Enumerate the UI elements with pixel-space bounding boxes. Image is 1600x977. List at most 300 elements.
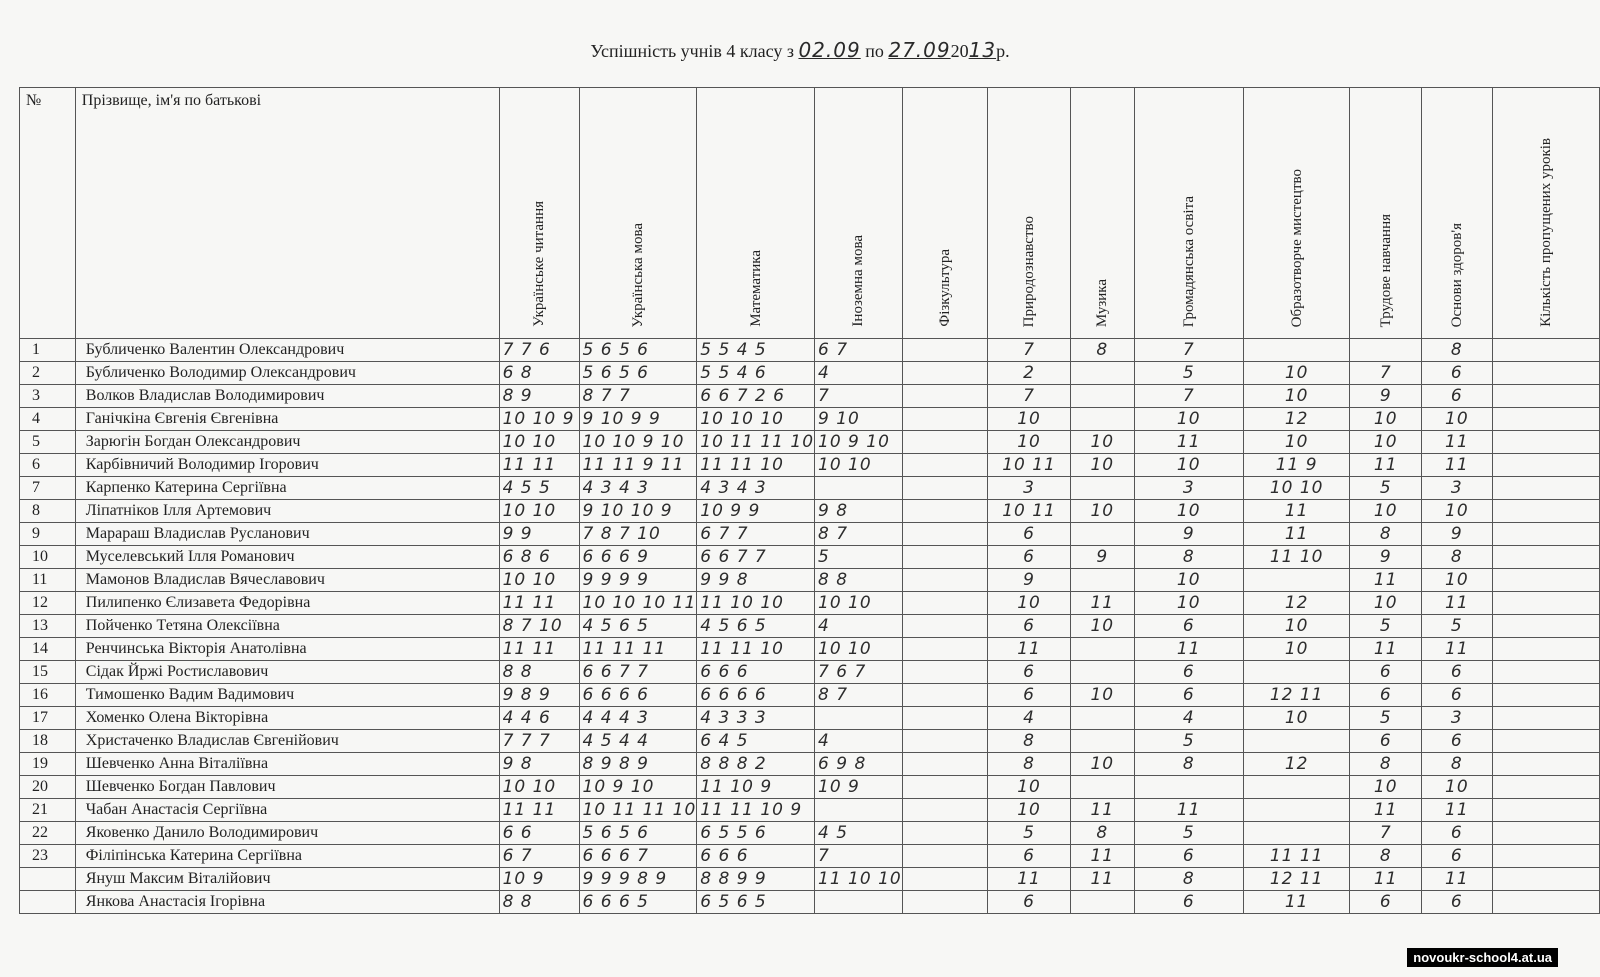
student-name: Муселевський Ілля Романович — [75, 546, 499, 569]
grade-cell: 10 — [988, 799, 1071, 822]
grade-cell: 11 11 11 — [579, 638, 697, 661]
grade-cell — [902, 753, 987, 776]
grade-cell: 9 — [1350, 385, 1422, 408]
grade-cell: 7 — [1134, 385, 1243, 408]
grade-cell — [1070, 707, 1134, 730]
grade-cell — [902, 500, 987, 523]
grade-cell: 7 — [1350, 822, 1422, 845]
grade-cell: 12 11 — [1243, 684, 1350, 707]
grade-cell — [1134, 776, 1243, 799]
grade-cell: 11 — [1422, 592, 1493, 615]
student-row — [20, 523, 1600, 546]
grade-cell — [1350, 339, 1422, 362]
student-name: Карбівничий Володимир Ігорович — [75, 454, 499, 477]
grade-cell: 10 11 11 10 — [697, 431, 815, 454]
grade-cell: 6 — [1134, 684, 1243, 707]
student-row — [20, 362, 1600, 385]
grade-cell — [1492, 500, 1599, 523]
grade-cell — [1492, 776, 1599, 799]
student-name: Бубличенко Володимир Олександрович — [75, 362, 499, 385]
grade-cell: 10 9 9 — [697, 500, 815, 523]
grade-cell: 6 9 8 — [815, 753, 903, 776]
grade-cell: 7 8 7 10 — [579, 523, 697, 546]
student-row — [20, 500, 1600, 523]
grade-cell — [1243, 569, 1350, 592]
grade-cell: 11 — [1422, 868, 1493, 891]
grades-body — [20, 339, 1600, 914]
row-number: 8 — [20, 500, 76, 523]
grade-cell: 7 — [988, 339, 1071, 362]
student-row — [20, 868, 1600, 891]
grade-cell: 11 11 — [499, 638, 579, 661]
grade-cell: 6 — [1422, 730, 1493, 753]
student-row — [20, 454, 1600, 477]
grade-cell: 9 8 — [499, 753, 579, 776]
grade-cell: 10 — [988, 431, 1071, 454]
grade-cell: 10 — [1243, 707, 1350, 730]
student-row — [20, 638, 1600, 661]
grade-cell: 7 7 6 — [499, 339, 579, 362]
row-number: 18 — [20, 730, 76, 753]
student-name: Карпенко Катерина Сергіївна — [75, 477, 499, 500]
row-number: 5 — [20, 431, 76, 454]
row-number: 7 — [20, 477, 76, 500]
header-subject-label: Музика — [1094, 278, 1111, 327]
row-number: 19 — [20, 753, 76, 776]
grade-cell: 10 — [1070, 684, 1134, 707]
grade-cell: 9 — [1422, 523, 1493, 546]
grade-cell: 10 9 — [815, 776, 903, 799]
grade-cell: 11 — [1422, 638, 1493, 661]
grade-cell: 6 6 6 9 — [579, 546, 697, 569]
grade-cell: 8 — [1422, 753, 1493, 776]
grade-cell: 11 — [1350, 638, 1422, 661]
grade-cell: 5 6 5 6 — [579, 362, 697, 385]
student-row — [20, 661, 1600, 684]
grade-cell: 4 5 — [815, 822, 903, 845]
student-name: Пилипенко Єлизавета Федорівна — [75, 592, 499, 615]
grade-cell: 7 6 7 — [815, 661, 903, 684]
grade-cell: 8 — [1422, 339, 1493, 362]
grade-cell: 10 — [988, 408, 1071, 431]
student-name: Зарюгін Богдан Олександрович — [75, 431, 499, 454]
grade-cell: 6 6 7 7 — [579, 661, 697, 684]
grade-cell — [1070, 638, 1134, 661]
grade-cell: 10 — [1134, 592, 1243, 615]
grade-cell: 6 — [988, 684, 1071, 707]
grade-cell: 10 — [1422, 500, 1493, 523]
grade-cell: 3 — [1422, 707, 1493, 730]
grade-cell: 10 10 9 — [499, 408, 579, 431]
grade-cell: 7 — [1350, 362, 1422, 385]
grade-cell: 2 — [988, 362, 1071, 385]
grade-cell — [902, 776, 987, 799]
student-row — [20, 339, 1600, 362]
row-number: 23 — [20, 845, 76, 868]
grade-cell: 6 — [1134, 661, 1243, 684]
grade-cell — [902, 799, 987, 822]
grade-cell — [1070, 523, 1134, 546]
grade-cell: 9 8 9 — [499, 684, 579, 707]
grade-cell: 11 11 10 — [697, 454, 815, 477]
grades-table — [19, 87, 1600, 914]
student-name: Янкова Анастасія Ігорівна — [75, 891, 499, 914]
row-number: 17 — [20, 707, 76, 730]
grade-cell: 8 9 — [499, 385, 579, 408]
grade-cell: 6 — [1350, 730, 1422, 753]
grade-cell: 11 — [1350, 454, 1422, 477]
row-number: 21 — [20, 799, 76, 822]
grade-cell — [902, 362, 987, 385]
grade-cell: 11 — [1422, 454, 1493, 477]
grade-cell: 12 — [1243, 592, 1350, 615]
student-row — [20, 569, 1600, 592]
grade-cell: 10 — [1070, 431, 1134, 454]
grade-cell: 10 — [1070, 454, 1134, 477]
grade-cell: 4 4 6 — [499, 707, 579, 730]
grade-cell: 10 — [1422, 408, 1493, 431]
header-subject-label: Українське читання — [531, 201, 548, 327]
header-subject-label: Природознавство — [1021, 215, 1038, 327]
grade-cell — [902, 684, 987, 707]
grade-cell: 10 9 10 — [815, 431, 903, 454]
grade-cell — [1243, 661, 1350, 684]
grade-cell: 10 11 — [988, 454, 1071, 477]
grade-cell: 11 10 9 — [697, 776, 815, 799]
grade-cell — [902, 638, 987, 661]
grade-cell: 4 3 3 3 — [697, 707, 815, 730]
grade-cell — [1492, 454, 1599, 477]
grade-cell: 8 — [1134, 753, 1243, 776]
grade-cell: 10 10 — [1243, 477, 1350, 500]
grade-cell: 4 5 4 4 — [579, 730, 697, 753]
student-name: Ліпатніков Ілля Артемович — [75, 500, 499, 523]
grade-cell: 11 — [1070, 845, 1134, 868]
grade-cell: 10 — [1134, 454, 1243, 477]
grade-cell: 10 — [1243, 638, 1350, 661]
header-subject-label: Основи здоров'я — [1448, 222, 1465, 327]
header-subject — [815, 88, 903, 339]
header-subject-label: Громадянська освіта — [1180, 195, 1197, 327]
grade-cell — [1492, 408, 1599, 431]
grade-cell: 10 — [988, 592, 1071, 615]
grade-cell: 11 11 — [499, 454, 579, 477]
grade-cell: 11 — [1350, 799, 1422, 822]
grade-cell: 4 5 5 — [499, 477, 579, 500]
title-date-to: 27.09 — [888, 38, 951, 62]
grade-cell: 9 9 8 — [697, 569, 815, 592]
header-subject — [499, 88, 579, 339]
grade-cell: 6 — [1134, 891, 1243, 914]
grade-cell: 12 11 — [1243, 868, 1350, 891]
grade-cell — [902, 615, 987, 638]
grade-cell: 7 — [815, 385, 903, 408]
grade-cell: 4 3 4 3 — [579, 477, 697, 500]
grade-cell: 6 8 — [499, 362, 579, 385]
row-number: 12 — [20, 592, 76, 615]
student-name: Волков Владислав Володимирович — [75, 385, 499, 408]
grade-cell — [1070, 385, 1134, 408]
grade-cell: 10 — [1134, 569, 1243, 592]
grade-cell: 10 — [1350, 500, 1422, 523]
header-subject — [1422, 88, 1493, 339]
grade-cell: 5 — [1422, 615, 1493, 638]
grade-cell: 10 — [1422, 569, 1493, 592]
grade-cell: 9 10 — [815, 408, 903, 431]
grade-cell: 8 8 8 2 — [697, 753, 815, 776]
header-number: № — [20, 88, 76, 339]
grade-cell: 10 10 10 11 — [579, 592, 697, 615]
grade-cell — [902, 546, 987, 569]
grade-cell — [815, 799, 903, 822]
header-subject — [1070, 88, 1134, 339]
grade-cell: 9 8 — [815, 500, 903, 523]
grade-cell — [902, 385, 987, 408]
title-prefix: Успішність учнів 4 класу з — [590, 41, 794, 61]
title-year-prefix: 20 — [950, 41, 969, 61]
grade-cell: 6 — [1422, 661, 1493, 684]
grade-cell: 10 9 10 — [579, 776, 697, 799]
student-row — [20, 799, 1600, 822]
row-number: 3 — [20, 385, 76, 408]
grade-cell — [902, 822, 987, 845]
grade-cell: 8 8 — [499, 891, 579, 914]
grade-cell: 3 — [1134, 477, 1243, 500]
grade-cell: 5 6 5 6 — [579, 339, 697, 362]
grade-cell — [1492, 477, 1599, 500]
student-row — [20, 546, 1600, 569]
grade-cell — [902, 868, 987, 891]
header-subject-label: Українська мова — [629, 222, 646, 327]
grade-cell: 5 5 4 6 — [697, 362, 815, 385]
grade-cell: 9 — [988, 569, 1071, 592]
grade-cell: 6 — [988, 661, 1071, 684]
student-name: Тимошенко Вадим Вадимович — [75, 684, 499, 707]
grade-cell: 8 8 — [815, 569, 903, 592]
grade-cell: 11 — [1243, 891, 1350, 914]
grade-cell: 4 — [815, 362, 903, 385]
grade-cell: 10 10 — [499, 776, 579, 799]
grade-cell — [1070, 477, 1134, 500]
grade-cell: 6 — [1422, 684, 1493, 707]
grade-cell: 4 — [1134, 707, 1243, 730]
row-number: 10 — [20, 546, 76, 569]
header-subject-label: Іноземна мова — [850, 235, 867, 327]
row-number: 9 — [20, 523, 76, 546]
grade-cell: 11 — [1350, 868, 1422, 891]
grade-cell: 4 — [815, 615, 903, 638]
student-row — [20, 477, 1600, 500]
grade-cell: 5 — [988, 822, 1071, 845]
grade-cell — [1243, 730, 1350, 753]
grade-cell: 9 9 9 9 — [579, 569, 697, 592]
grade-cell: 6 8 6 — [499, 546, 579, 569]
grade-cell — [1070, 408, 1134, 431]
grade-cell — [902, 454, 987, 477]
student-row — [20, 776, 1600, 799]
grade-cell: 6 6 6 — [697, 661, 815, 684]
grade-cell: 10 — [1243, 385, 1350, 408]
grade-cell — [902, 523, 987, 546]
grade-cell: 10 — [1422, 776, 1493, 799]
header-subject — [579, 88, 697, 339]
grade-cell: 7 — [815, 845, 903, 868]
grade-cell: 9 9 — [499, 523, 579, 546]
grade-cell: 10 9 — [499, 868, 579, 891]
grade-cell: 11 10 — [1243, 546, 1350, 569]
grade-cell: 11 — [988, 868, 1071, 891]
grade-cell — [1243, 822, 1350, 845]
grade-cell — [1243, 799, 1350, 822]
student-row — [20, 707, 1600, 730]
grade-cell: 10 10 9 10 — [579, 431, 697, 454]
student-name: Філіпінська Катерина Сергіївна — [75, 845, 499, 868]
grade-cell: 12 — [1243, 753, 1350, 776]
grade-cell: 6 — [988, 845, 1071, 868]
grade-cell: 6 — [1350, 661, 1422, 684]
grade-cell: 8 9 8 9 — [579, 753, 697, 776]
grade-cell — [1492, 339, 1599, 362]
grade-cell — [1492, 891, 1599, 914]
title-date-from: 02.09 — [798, 38, 861, 62]
row-number: 11 — [20, 569, 76, 592]
grade-cell: 5 — [1134, 362, 1243, 385]
grade-cell: 6 — [1422, 385, 1493, 408]
student-name: Бубличенко Валентин Олександрович — [75, 339, 499, 362]
student-row — [20, 615, 1600, 638]
row-number: 2 — [20, 362, 76, 385]
grade-cell: 11 — [1243, 523, 1350, 546]
student-name: Яковенко Данило Володимирович — [75, 822, 499, 845]
grade-cell — [1492, 546, 1599, 569]
grade-cell — [902, 431, 987, 454]
grade-cell — [1492, 569, 1599, 592]
student-name: Чабан Анастасія Сергіївна — [75, 799, 499, 822]
grade-cell — [1492, 661, 1599, 684]
grade-cell: 11 11 — [1243, 845, 1350, 868]
grade-cell: 6 6 6 5 — [579, 891, 697, 914]
grade-cell: 7 7 7 — [499, 730, 579, 753]
student-row — [20, 408, 1600, 431]
student-name: Януш Максим Віталійович — [75, 868, 499, 891]
grade-cell: 8 7 — [815, 523, 903, 546]
title-middle: по — [865, 41, 884, 61]
grade-cell: 11 — [1070, 799, 1134, 822]
grade-cell: 9 — [1134, 523, 1243, 546]
grade-cell: 10 — [1350, 592, 1422, 615]
header-subject-label: Фізкультура — [936, 249, 953, 327]
row-number — [20, 891, 76, 914]
student-row — [20, 592, 1600, 615]
grade-cell: 11 — [988, 638, 1071, 661]
row-number: 1 — [20, 339, 76, 362]
grade-cell: 6 5 6 5 — [697, 891, 815, 914]
grade-cell: 10 10 — [815, 454, 903, 477]
grade-cell — [1492, 362, 1599, 385]
grade-cell: 6 5 5 6 — [697, 822, 815, 845]
grade-cell: 9 — [1070, 546, 1134, 569]
grade-cell: 8 7 10 — [499, 615, 579, 638]
grade-cell — [1243, 339, 1350, 362]
student-name: Ренчинська Вікторія Анатолівна — [75, 638, 499, 661]
grade-cell: 8 — [988, 753, 1071, 776]
grade-cell: 3 — [1422, 477, 1493, 500]
grade-cell — [1492, 615, 1599, 638]
grade-cell — [1492, 638, 1599, 661]
student-row — [20, 822, 1600, 845]
grade-cell: 10 — [1070, 753, 1134, 776]
header-subject-label: Математика — [747, 250, 764, 327]
header-subject-label: Кількість пропущених уроків — [1537, 138, 1554, 327]
grade-cell: 11 — [1134, 638, 1243, 661]
grade-cell: 6 7 7 — [697, 523, 815, 546]
grade-cell: 5 — [1350, 707, 1422, 730]
grade-cell: 6 4 5 — [697, 730, 815, 753]
grade-cell — [1070, 891, 1134, 914]
grade-cell — [1492, 822, 1599, 845]
grade-cell: 8 — [988, 730, 1071, 753]
grade-cell: 4 4 4 3 — [579, 707, 697, 730]
header-subject — [1350, 88, 1422, 339]
grade-cell: 6 7 — [499, 845, 579, 868]
header-subject — [697, 88, 815, 339]
grade-cell: 8 7 7 — [579, 385, 697, 408]
grade-cell — [1492, 868, 1599, 891]
student-name: Мамонов Владислав Вячеславович — [75, 569, 499, 592]
grade-cell — [902, 661, 987, 684]
grade-cell — [1070, 362, 1134, 385]
grade-cell: 5 — [1350, 615, 1422, 638]
grade-cell — [1070, 776, 1134, 799]
grade-cell: 10 — [1134, 500, 1243, 523]
student-name: Марараш Владислав Русланович — [75, 523, 499, 546]
header-subject — [1134, 88, 1243, 339]
grade-cell: 8 — [1350, 845, 1422, 868]
grade-cell: 6 6 — [499, 822, 579, 845]
grade-cell — [1492, 684, 1599, 707]
row-number — [20, 868, 76, 891]
grade-cell — [1492, 592, 1599, 615]
site-watermark: novoukr-school4.at.ua — [1407, 948, 1558, 967]
grade-cell: 11 11 10 9 — [697, 799, 815, 822]
grade-cell: 10 — [1350, 408, 1422, 431]
grade-cell: 8 8 9 9 — [697, 868, 815, 891]
student-name: Ганічкіна Євгенія Євгенівна — [75, 408, 499, 431]
grade-cell: 3 — [988, 477, 1071, 500]
grade-cell: 5 5 4 5 — [697, 339, 815, 362]
grade-cell: 6 — [1422, 822, 1493, 845]
grade-cell: 10 10 10 — [697, 408, 815, 431]
grade-cell: 8 — [1350, 753, 1422, 776]
student-name: Шевченко Богдан Павлович — [75, 776, 499, 799]
title-year-suffix: 13 — [968, 38, 997, 62]
grade-cell: 8 — [1134, 546, 1243, 569]
student-row — [20, 730, 1600, 753]
grade-cell: 11 11 — [499, 592, 579, 615]
grade-cell — [1492, 799, 1599, 822]
grade-cell: 10 — [1134, 408, 1243, 431]
grade-cell: 8 — [1422, 546, 1493, 569]
grade-cell: 10 — [1243, 431, 1350, 454]
header-row — [20, 88, 1600, 339]
grade-cell — [902, 845, 987, 868]
grade-cell: 11 — [1070, 868, 1134, 891]
grade-cell: 6 — [1134, 845, 1243, 868]
student-row — [20, 845, 1600, 868]
grade-cell: 6 — [1350, 891, 1422, 914]
student-row — [20, 684, 1600, 707]
header-subject-label: Образотворче мистецтво — [1288, 168, 1305, 327]
